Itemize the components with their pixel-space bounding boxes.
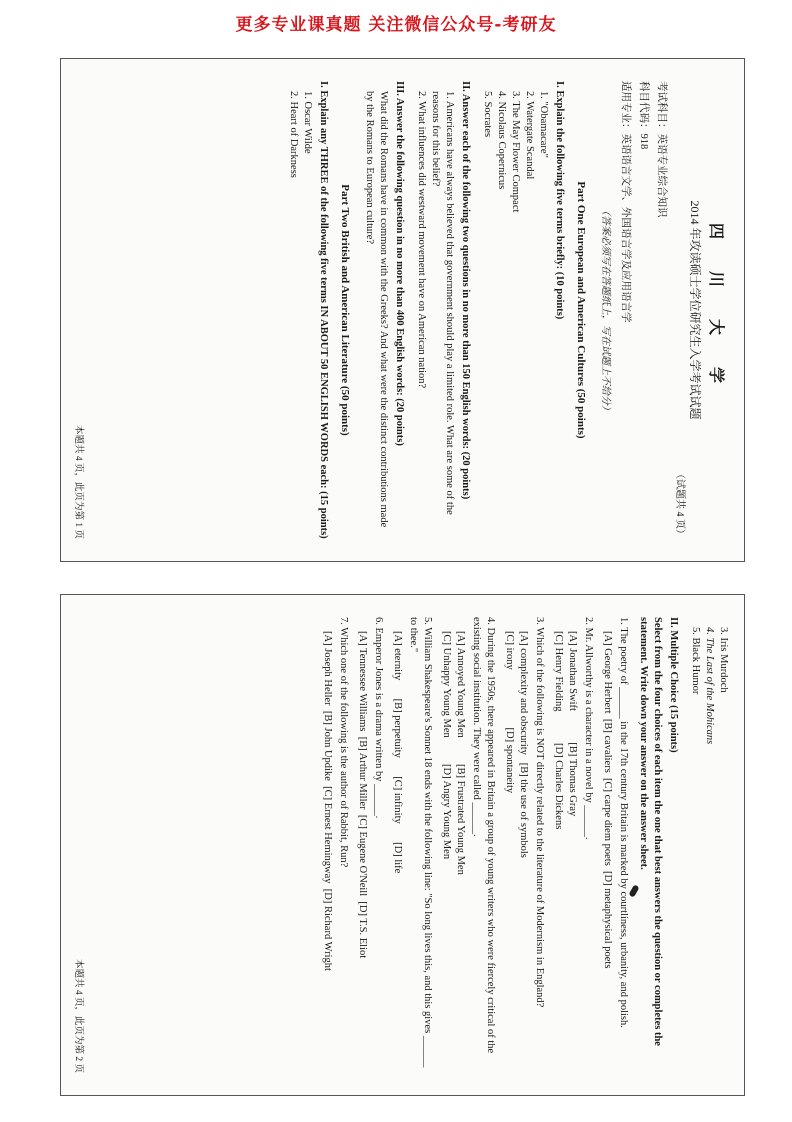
question-item: 5. William Shakespeare's Sonnet 18 ends with the following line: "So long lives this, and this gives ______ to thee.": [408, 617, 433, 1068]
answer-options: [C] Henry Fielding [D] Charles Dickens: [553, 631, 564, 830]
page-2-footer: 本题共 4 页，此页为第 2 页: [73, 958, 83, 1073]
question-item: 3. Which of the following is NOT directly related to the literature of Modernism in England?: [534, 617, 545, 1008]
list-item: 5. Socrates: [482, 91, 493, 138]
question-item: 1. The poetry of ______ in the 17th century Britain is marked by courtliness, urbanity, and polish.: [618, 617, 629, 1028]
literature-1-heading: I. Explain any THREE of the following five terms IN ABOUT 50 ENGLISH WORDS each: (15 points): [318, 81, 329, 539]
list-item: 1. Americans have always believed that government should play a limited role. What are some of the reasons for this belief?: [430, 91, 455, 515]
list-item: 3. The May Flower Compact: [510, 91, 521, 213]
code-label: 科目代码：918: [638, 81, 649, 150]
part-one-title: Part One European and American Cultures (50 points): [575, 181, 587, 439]
answer-options: [C] Unhappy Young Men [D] Angry Young Men: [441, 631, 452, 860]
subject-label: 考试科目：英语专业综合知识: [656, 81, 667, 218]
page-1-rotated-content: [61, 59, 744, 561]
multiple-choice-instruction: Select from the four choices of each item the one that best answers the question or completes the statement. Write down your answer on the answer sheet.: [638, 617, 663, 1046]
part-two-title: Part Two British and American Literature (50 points): [339, 184, 351, 436]
list-item: 3. Iris Murdoch: [718, 627, 729, 693]
question-item: 4. During the 1950s, there appeared in Britain a group of young writers who were fiercely critical of the existing social institution. They were called ______.: [471, 617, 496, 1054]
answer-options: [A] Joseph Heller [B] John Updike [C] Ernest Hemingway [D] Richard Wright: [322, 631, 333, 971]
exam-title: 2014 年攻读硕士学位研究生入学考试试题: [688, 200, 702, 420]
list-item: 1. Oscar Wilde: [302, 91, 313, 154]
section-2-heading: II. Answer each of the following two questions in no more than 150 English words: (20 points): [460, 81, 471, 500]
answer-options: [A] Tennessee Williams [B] Arthur Miller [C] Eugene O'Neill [D] T.S. Eliot: [357, 631, 368, 959]
answer-options: [A] eternity [B] perpetuity [C] infinity [D] life: [392, 631, 403, 874]
question-item: 2. Mr. Allworthy is a character in a novel by ______.: [583, 617, 594, 840]
page-1-footer: 本题共 4 页，此页为第 1 页: [73, 424, 83, 539]
answer-options: [C] irony [D] spontaneity: [504, 631, 515, 794]
school-name: 四 川 大 学: [707, 222, 724, 397]
question-list: [320, 617, 630, 1073]
answer-options: [A] George Herbert [B] cavaliers [C] carpe diem poets [D] metaphysical poets: [602, 631, 613, 969]
exam-page-1: [60, 58, 745, 562]
list-item: 4. The Last of the Mohicans: [704, 627, 715, 745]
answer-options: [A] complexity and obscurity [B] the use of symbols: [518, 631, 529, 858]
list-item: 4. Nicolaus Copernicus: [496, 91, 507, 190]
answer-options: [A] Jonathan Swift [B] Thomas Gray: [567, 631, 578, 817]
list-item: 2. What influences did westward movement have on American nation?: [416, 91, 427, 389]
section-3-text: What did the Romans have in common with the Greeks? And what were the distinct contributions made by the Romans to European culture?: [364, 91, 389, 528]
pages-note: （试题共 4 页）: [674, 469, 685, 539]
multiple-choice-heading: II. Multiple Choice (15 points): [668, 617, 679, 753]
list-item: 2. Heart of Darkness: [288, 91, 299, 178]
question-item: 7. Which one of the following is the author of Rabbit, Run?: [338, 617, 349, 868]
section-3-heading: III. Answer the following question in no more than 400 English words: (20 points): [394, 81, 405, 446]
list-item: 1. "Obamacare": [538, 91, 549, 158]
answer-note: （答案必须写在答题纸上，写在试题上不给分）: [600, 205, 611, 415]
top-banner: 更多专业课真题 关注微信公众号-考研友: [235, 15, 557, 35]
page-2-rotated-content: [61, 595, 744, 1095]
major-label: 适用专业：英语语言文学、外国语言学及应用语言学: [620, 81, 631, 323]
list-item: 5. Black Humor: [690, 627, 701, 695]
section-1-heading: I. Explain the following five terms briefly: (10 points): [554, 81, 565, 320]
list-item: 2. Watergate Scandal: [524, 91, 535, 180]
exam-page-2: [60, 594, 745, 1096]
question-item: 6. Emperor Jones is a drama written by ______.: [373, 617, 384, 819]
answer-options: [A] Annoyed Young Men [B] Frustrated Young Men: [455, 631, 466, 875]
